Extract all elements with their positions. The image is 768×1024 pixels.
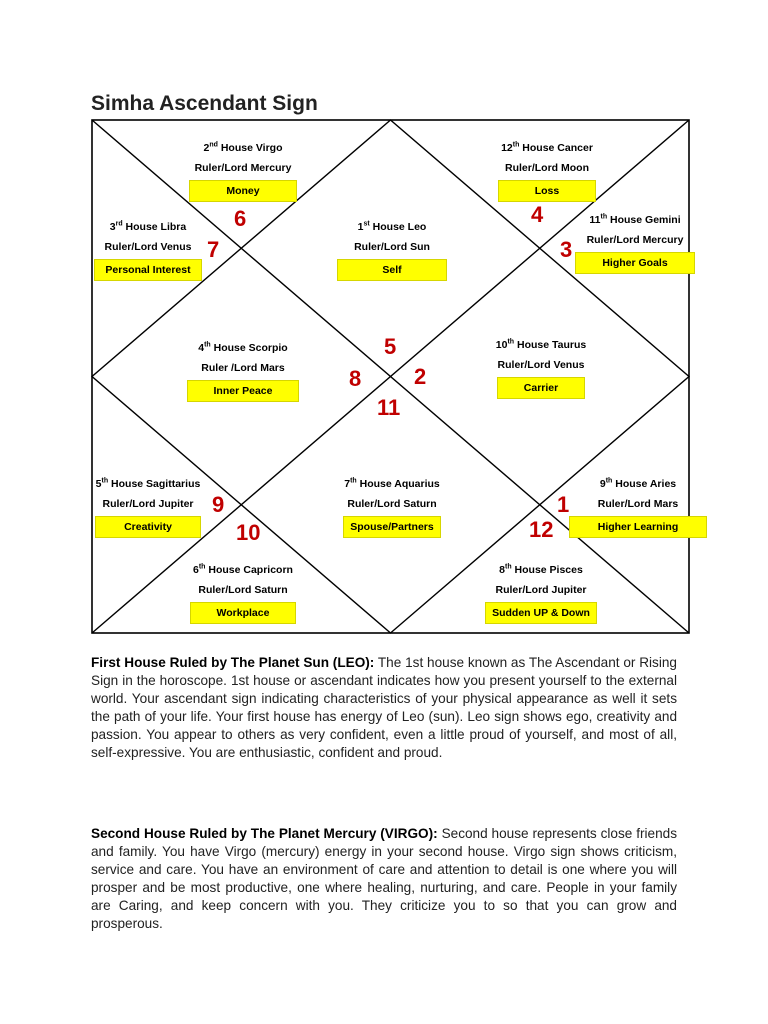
house-7 [292, 478, 492, 538]
house-theme-label: Loss [498, 180, 597, 202]
paragraph-second-house [91, 825, 677, 933]
sign-number: 11 [377, 395, 401, 420]
house-4 [143, 342, 343, 402]
house-name: 11th House Gemini [589, 213, 681, 226]
house-theme-label: Personal Interest [94, 259, 201, 281]
house-ruler: Ruler/Lord Moon [505, 162, 589, 174]
house-theme-label: Workplace [190, 602, 297, 624]
paragraph-text: The 1st house known as The Ascendant or Rising Sign in the horoscope. 1st house or ascendant indicates how you present yourself to the external world. Your ascendant sign indicating characteristics of your physical appearance as well it sets the path of your life. Your first house has energy of Leo (sun). Leo sign shows ego, creativity and passion. You appear to others as very confident, even a little proud of yourself, and most of all, self-expressive. You are enthusiastic, confident and proud. [91, 655, 677, 760]
house-name: 8th House Pisces [499, 563, 583, 576]
house-name: 4th House Scorpio [198, 341, 288, 354]
house-ruler: Ruler/Lord Saturn [198, 584, 288, 596]
house-ruler: Ruler/Lord Saturn [347, 498, 437, 510]
house-10 [441, 339, 641, 399]
paragraph-heading: Second House Ruled by The Planet Mercury (VIRGO): [91, 826, 438, 841]
house-theme-label: Sudden UP & Down [485, 602, 597, 624]
house-theme-label: Creativity [95, 516, 201, 538]
house-ruler: Ruler/Lord Mercury [194, 162, 292, 174]
house-name: 12th House Cancer [501, 141, 593, 154]
sign-number: 2 [414, 364, 427, 389]
sign-number: 1 [557, 492, 570, 517]
sign-number: 8 [349, 366, 362, 391]
house-ruler: Ruler/Lord Sun [354, 241, 430, 253]
sign-number: 4 [531, 202, 544, 227]
house-ruler: Ruler/Lord Venus [497, 359, 585, 371]
paragraph-first-house [91, 654, 677, 762]
house-ruler: Ruler/Lord Jupiter [102, 498, 194, 510]
house-name: 1st House Leo [357, 220, 427, 233]
house-theme-label: Inner Peace [187, 380, 300, 402]
house-ruler: Ruler/Lord Jupiter [495, 584, 587, 596]
sign-number: 3 [560, 237, 573, 262]
house-theme-label: Higher Goals [575, 252, 694, 274]
sign-number: 6 [234, 206, 247, 231]
page-title: Simha Ascendant Sign [91, 92, 318, 115]
paragraph-text: Second house represents close friends and family. You have Virgo (mercury) energy in your second house. Virgo sign shows criticism, service and care. You have an environment of care and attention to detail is one where you will prosper and be most productive, one where healing, nurturing, and care. People in your family are Caring, and keep concern with you. They criticize you to so that you can grow and prosperous. [91, 826, 677, 931]
house-6 [143, 564, 343, 624]
sign-number: 12 [529, 517, 554, 542]
house-ruler: Ruler/Lord Mercury [586, 234, 684, 246]
house-1 [292, 221, 492, 281]
house-name: 2nd House Virgo [203, 141, 283, 154]
house-name: 7th House Aquarius [344, 477, 440, 490]
house-name: 6th House Capricorn [193, 563, 293, 576]
house-ruler: Ruler/Lord Venus [104, 241, 192, 253]
house-ruler: Ruler/Lord Mars [597, 498, 679, 510]
house-theme-label: Carrier [497, 377, 585, 399]
sign-number: 5 [384, 334, 397, 359]
sign-number: 9 [212, 492, 225, 517]
house-2 [143, 142, 343, 202]
house-name: 10th House Taurus [495, 338, 587, 351]
house-theme-label: Higher Learning [569, 516, 708, 538]
sign-number: 7 [207, 237, 220, 262]
house-name: 9th House Aries [599, 477, 677, 490]
sign-number: 10 [236, 520, 261, 545]
paragraph-heading: First House Ruled by The Planet Sun (LEO): [91, 655, 375, 670]
house-name: 3rd House Libra [109, 220, 187, 233]
house-8 [441, 564, 641, 624]
house-theme-label: Self [337, 259, 446, 281]
house-name: 5th House Sagittarius [95, 477, 201, 490]
house-theme-label: Spouse/Partners [343, 516, 440, 538]
house-ruler: Ruler /Lord Mars [201, 362, 285, 374]
house-theme-label: Money [189, 180, 296, 202]
house-12 [447, 142, 647, 202]
